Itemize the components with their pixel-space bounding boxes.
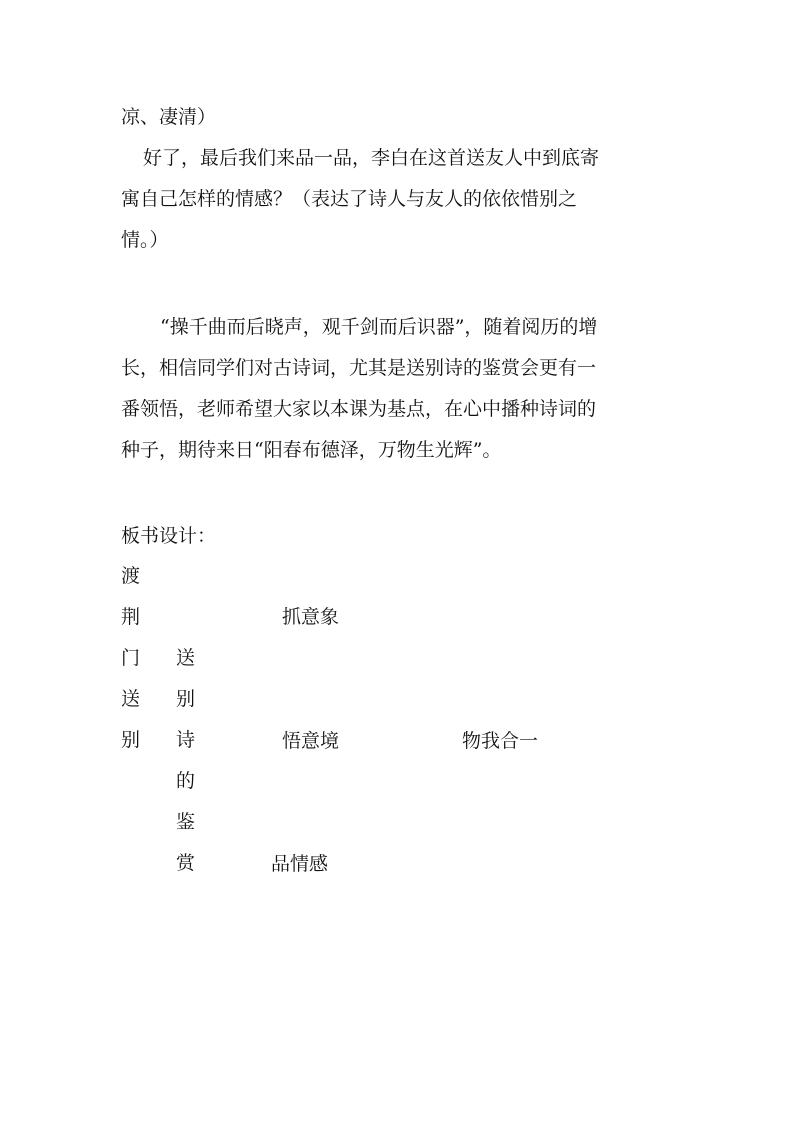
text-line: 番领悟，老师希望大家以本课为基点，在心中播种诗词的 — [121, 398, 597, 420]
board-title-char: 送 — [121, 688, 141, 710]
board-topic-char: 鉴 — [176, 811, 196, 833]
board-step-2: 悟意境 — [282, 730, 340, 752]
board-topic-char: 诗 — [176, 729, 196, 751]
board-topic-char: 送 — [176, 647, 196, 669]
board-topic-char: 赏 — [176, 852, 196, 874]
board-topic-char: 的 — [176, 770, 196, 792]
board-topic-column — [176, 646, 195, 892]
text-line: “操千曲而后晓声，观千剑而后识器”，随着阅历的增 — [160, 316, 598, 338]
board-title-char: 渡 — [121, 565, 141, 587]
board-topic-char: 别 — [176, 688, 196, 710]
board-heading: 板书设计： — [121, 525, 217, 547]
board-result: 物我合一 — [462, 730, 539, 752]
text-line: 好了，最后我们来品一品，李白在这首送友人中到底寄 — [143, 147, 600, 169]
board-step-1: 抓意象 — [282, 606, 340, 628]
text-line: 寓自己怎样的情感？（表达了诗人与友人的依依惜别之 — [121, 188, 578, 210]
text-line: 长，相信同学们对古诗词，尤其是送别诗的鉴赏会更有一 — [121, 357, 597, 379]
text-line: 凉、凄清） — [121, 106, 217, 128]
board-title-char: 别 — [121, 729, 141, 751]
board-title-char: 门 — [121, 647, 141, 669]
text-line: 种子，期待来日“阳春布德泽，万物生光辉”。 — [121, 439, 502, 461]
board-title-column — [121, 564, 140, 769]
text-line: 情。） — [121, 229, 169, 251]
board-title-char: 荆 — [121, 606, 141, 628]
board-step-3: 品情感 — [271, 853, 329, 875]
